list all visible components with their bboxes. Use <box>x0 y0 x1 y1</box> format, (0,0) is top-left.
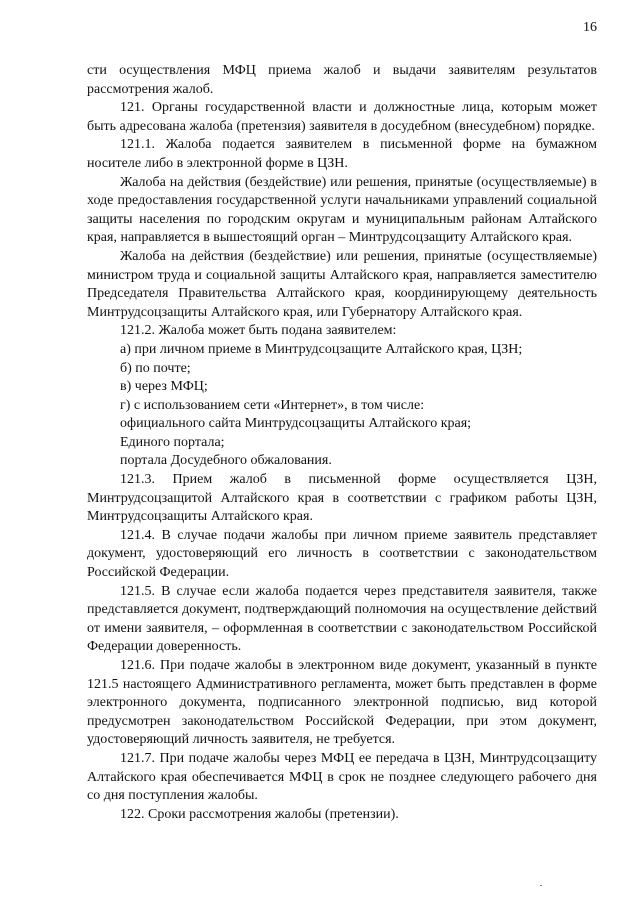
paragraph: 121.6. При подаче жалобы в электронном виде документ, указанный в пункте 121.5 настоящего Административного регламента, может быть представлен в форме электронного документа, подписанного электронной подписью, вид которой предусмотрен законодательством Российской Федерации, при этом документ, удостоверяющий личность заявителя, не требуется. <box>87 658 597 748</box>
paragraph: 121.5. В случае если жалоба подается через представителя заявителя, также представляется документ, подтверждающий полномочия на осуществление действий от имени заявителя, – оформленная в соответствии с законодательством Российской Федерации доверенность. <box>87 583 597 655</box>
list-item: г) с использованием сети «Интернет», в том числе: <box>120 397 425 413</box>
paragraph: 121.4. В случае подачи жалобы при личном приеме заявитель представляет документ, удостоверяющий его личность в соответствии с законодательством Российской Федерации. <box>87 527 597 581</box>
paragraph: Жалоба на действия (бездействие) или решения, принятые (осуществляемые) в ходе предоставления государственной услуги начальниками управлений социальной защиты населения по городским округам и муниципальным районам Алтайского края, направляется в вышестоящий орган – Минтрудсоцзащиту Алтайского края. <box>87 174 597 246</box>
paragraph: 121.2. Жалоба может быть подана заявителем: <box>120 323 397 339</box>
list-item: официального сайта Минтрудсоцзащиты Алтайского края; <box>120 416 472 432</box>
paragraph: сти осуществления МФЦ приема жалоб и выдачи заявителям результатов рассмотрения жалоб. <box>87 63 597 97</box>
document-body <box>87 62 597 824</box>
paragraph: 121.7. При подаче жалобы через МФЦ ее передача в ЦЗН, Минтрудсоцзащиту Алтайского края обеспечивается МФЦ в срок не позднее следующего рабочего дня со дня поступления жалобы. <box>87 750 597 804</box>
paragraph: 121.1. Жалоба подается заявителем в письменной форме на бумажном носителе либо в электронной форме в ЦЗН. <box>87 137 597 171</box>
list-item: в) через МФЦ; <box>120 379 208 395</box>
scan-mark <box>540 885 542 886</box>
list-item: б) по почте; <box>120 360 191 376</box>
list-item: портала Досудебного обжалования. <box>120 453 332 469</box>
paragraph: 121. Органы государственной власти и должностные лица, которым может быть адресована жалоба (претензия) заявителя в досудебном (внесудебном) порядке. <box>87 100 597 134</box>
paragraph: Жалоба на действия (бездействие) или решения, принятые (осуществляемые) министром труда и социальной защиты Алтайского края, направляется заместителю Председателя Правительства Алтайского края, координирующему деятельность Минтрудсоцзащиты Алтайского края, или Губернатору Алтайского края. <box>87 248 597 320</box>
paragraph: 122. Сроки рассмотрения жалобы (претензии). <box>120 806 399 822</box>
paragraph: 121.3. Прием жалоб в письменной форме осуществляется ЦЗН, Минтрудсоцзащитой Алтайского края в соответствии с графиком работы ЦЗН, Минтрудсоцзащиты Алтайского края. <box>87 472 597 525</box>
list-item: Единого портала; <box>120 434 225 450</box>
page-number: 16 <box>583 20 597 35</box>
list-item: а) при личном приеме в Минтрудсоцзащите Алтайского края, ЦЗН; <box>120 341 523 357</box>
